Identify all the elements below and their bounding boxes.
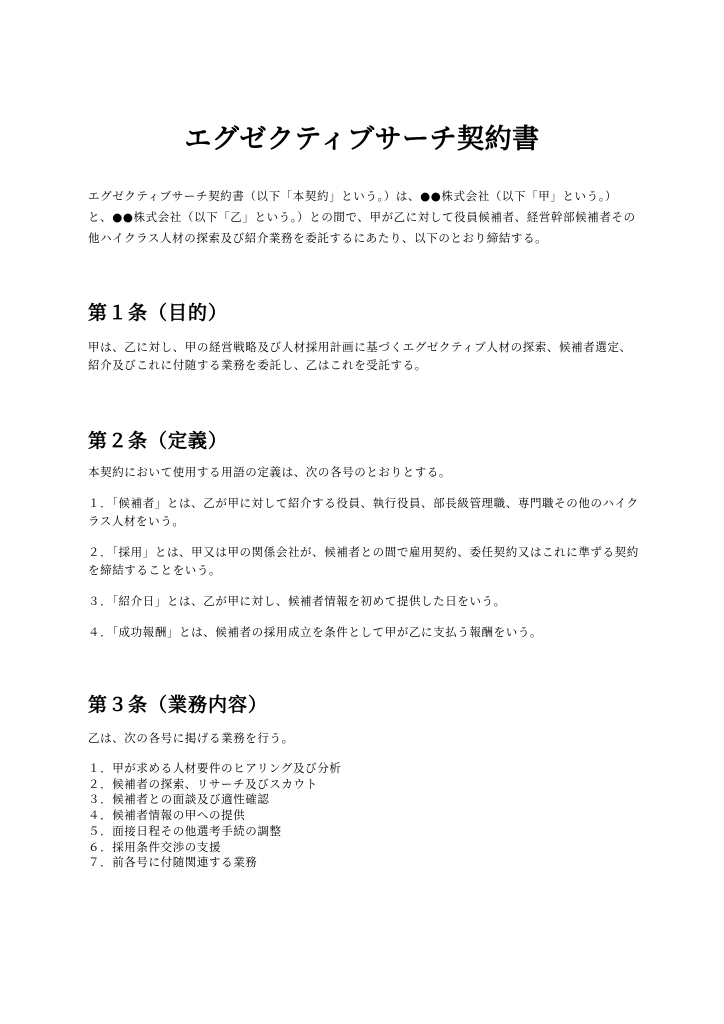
article-3-lead: 乙は、次の各号に掲げる業務を行う。 xyxy=(88,731,294,745)
article-1-heading: 第１条（目的） xyxy=(88,302,229,324)
definition-item: １．「候補者」とは、乙が甲に対して紹介する役員、執行役員、部長級管理職、専門職その他のハイクラス人材をいう。 xyxy=(88,496,639,528)
document-title: エグゼクティブサーチ契約書 xyxy=(184,124,540,155)
list-item: ７．前各号に付随関連する業務 xyxy=(88,855,258,870)
duties-list xyxy=(88,761,640,871)
list-item: １．甲が求める人材要件のヒアリング及び分析 xyxy=(88,761,342,775)
intro-paragraph: エグゼクティブサーチ契約書（以下「本契約」という。）は、●●株式会社（以下「甲」という。）と、●●株式会社（以下「乙」という。）との間で、甲が乙に対して役員候補者、経営幹部候補者その他ハイクラス人材の探索及び紹介業務を委託するにあたり、以下のとおり締結する。 xyxy=(88,189,636,245)
article-2-lead: 本契約において使用する用語の定義は、次の各号のとおりとする。 xyxy=(88,465,451,479)
list-item: ２．候補者の探索、リサーチ及びスカウト xyxy=(88,776,318,791)
list-item: ６．採用条件交渉の支援 xyxy=(88,839,222,854)
definition-item: ２．「採用」とは、甲又は甲の関係会社が、候補者との間で雇用契約、委任契約又はこれに準ずる契約を締結することをいう。 xyxy=(88,545,639,577)
list-item: ３．候補者との面談及び適性確認 xyxy=(88,792,270,807)
list-item: ４．候補者情報の甲への提供 xyxy=(88,808,246,823)
article-1-body: 甲は、乙に対し、甲の経営戦略及び人材採用計画に基づくエグゼクティブ人材の探索、候補者選定、紹介及びこれに付随する業務を委託し、乙はこれを受託する。 xyxy=(88,340,632,372)
article-3-heading: 第３条（業務内容） xyxy=(88,694,269,716)
list-item: ５．面接日程その他選考手続の調整 xyxy=(88,823,282,838)
definition-item: ３．「紹介日」とは、乙が甲に対し、候補者情報を初めて提供した日をいう。 xyxy=(88,594,506,608)
definition-item: ４．「成功報酬」とは、候補者の採用成立を条件として甲が乙に支払う報酬をいう。 xyxy=(88,625,543,639)
article-2-heading: 第２条（定義） xyxy=(88,430,229,452)
